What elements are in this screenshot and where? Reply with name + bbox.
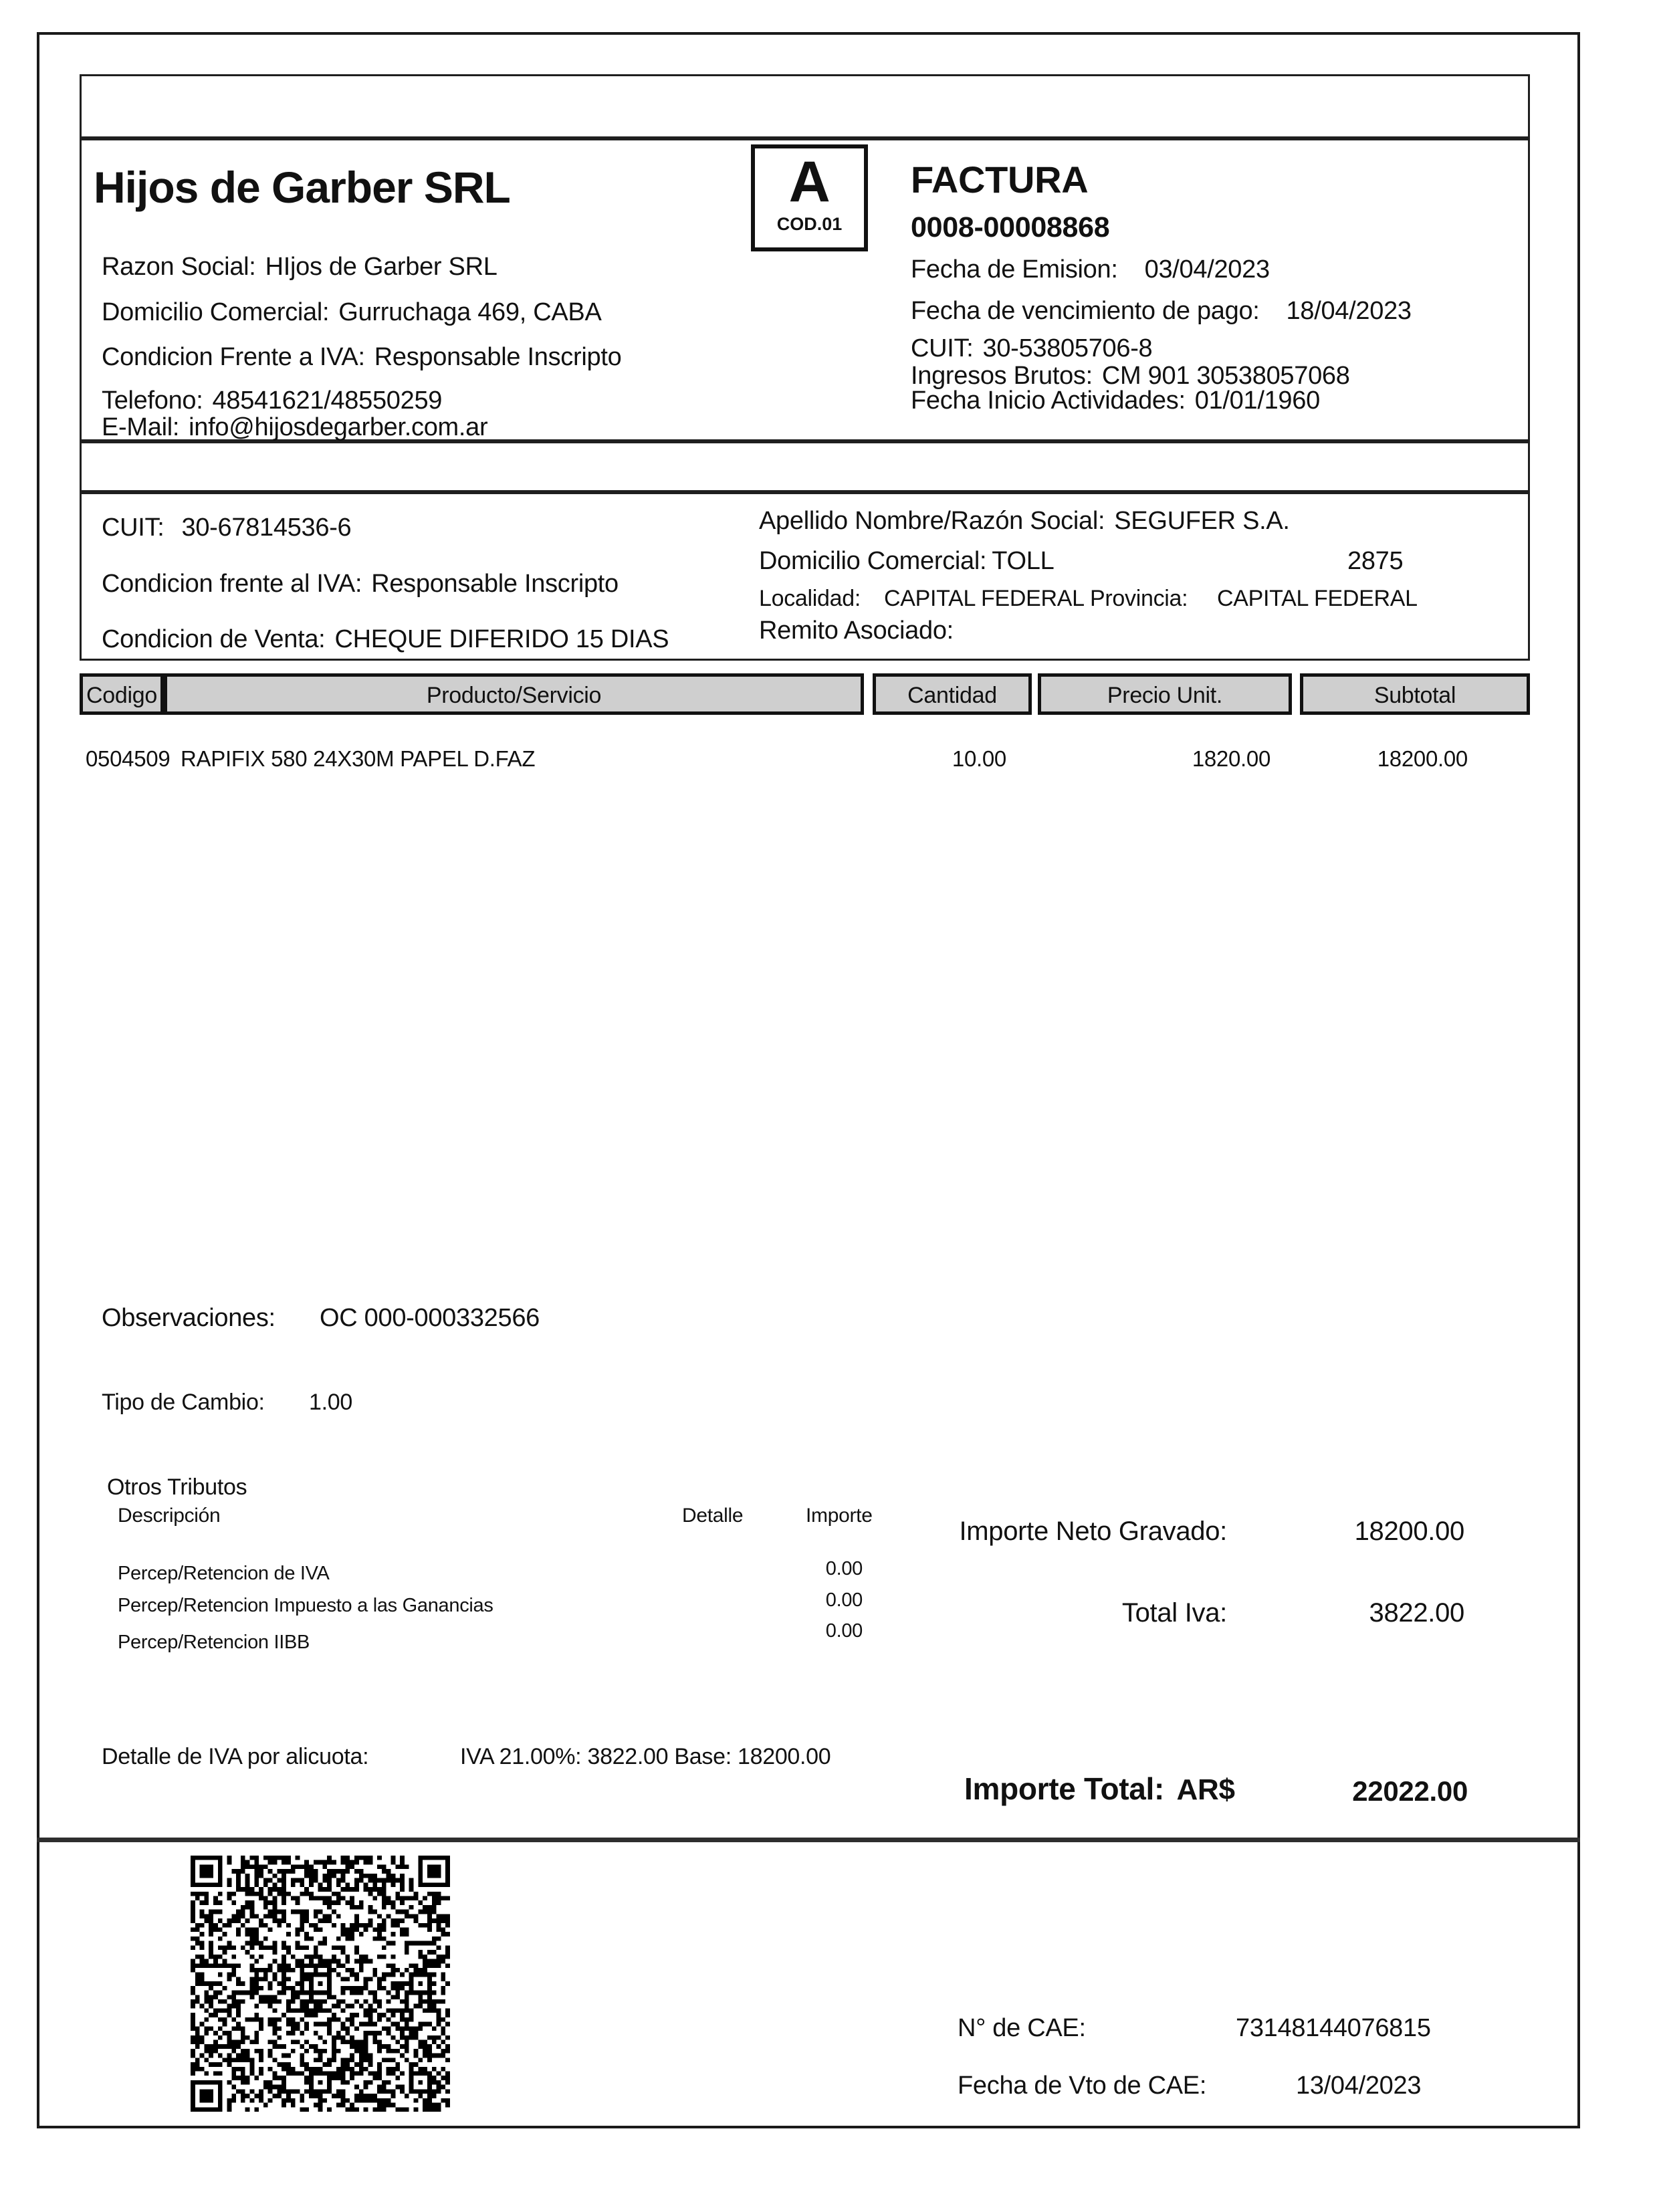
observaciones-value: OC 000-000332566 xyxy=(320,1304,540,1332)
tributos-col-descripcion: Descripción xyxy=(118,1505,221,1527)
customer-cuit-value: 30-67814536-6 xyxy=(181,514,352,542)
customer-name-value: SEGUFER S.A. xyxy=(1114,507,1290,535)
tributo-row-ganancias-importe: 0.00 xyxy=(825,1589,863,1611)
due-date-label: Fecha de vencimiento de pago: xyxy=(911,297,1260,325)
cae-label: N° de CAE: xyxy=(958,2014,1086,2042)
iva-detail-value: IVA 21.00%: 3822.00 Base: 18200.00 xyxy=(460,1744,831,1769)
cae-due-label: Fecha de Vto de CAE: xyxy=(958,2072,1207,2100)
invoice-type-code: COD.01 xyxy=(776,214,843,234)
importe-total-currency: AR$ xyxy=(1176,1773,1235,1806)
document-title: FACTURA xyxy=(911,158,1089,201)
importe-total-line xyxy=(964,1771,1235,1807)
col-header-producto: Producto/Servicio xyxy=(164,673,864,715)
seller-razon-social-value: HIjos de Garber SRL xyxy=(265,253,497,281)
col-header-cantidad: Cantidad xyxy=(873,673,1032,715)
invoice-number: 0008-00008868 xyxy=(911,211,1110,243)
customer-name-label: Apellido Nombre/Razón Social: xyxy=(759,507,1105,535)
otros-tributos-title: Otros Tributos xyxy=(107,1474,247,1500)
customer-iva-label: Condicion frente al IVA: xyxy=(102,570,362,598)
activity-start-label: Fecha Inicio Actividades: xyxy=(911,386,1186,415)
iva-detail-label: Detalle de IVA por alicuota: xyxy=(102,1744,369,1769)
total-iva-label: Total Iva: xyxy=(1121,1598,1227,1628)
col-header-precio-unit: Precio Unit. xyxy=(1038,673,1292,715)
emission-date-value: 03/04/2023 xyxy=(1144,255,1270,284)
remito-line xyxy=(759,617,963,645)
cae-due-value: 13/04/2023 xyxy=(1296,2072,1422,2100)
customer-name-line xyxy=(759,507,1290,536)
tributo-row-iva: Percep/Retencion de IVA xyxy=(118,1563,330,1584)
item-subtotal: 18200.00 xyxy=(1377,746,1468,771)
customer-address-number: 2875 xyxy=(1347,547,1404,575)
due-date-line xyxy=(911,297,1412,326)
customer-cuit-line xyxy=(102,514,351,542)
customer-cuit-label: CUIT: xyxy=(102,514,164,542)
tributo-row-iibb: Percep/Retencion IIBB xyxy=(118,1632,310,1653)
customer-iva-line xyxy=(102,570,619,598)
seller-email-value: info@hijosdegarber.com.ar xyxy=(189,413,488,441)
item-codigo: 0504509 xyxy=(86,746,171,771)
seller-iva-condition-value: Responsable Inscripto xyxy=(374,343,622,371)
item-cantidad: 10.00 xyxy=(952,746,1006,771)
item-precio-unit: 1820.00 xyxy=(1192,746,1270,771)
tributo-row-ganancias: Percep/Retencion Impuesto a las Ganancias xyxy=(118,1595,493,1616)
due-date-value: 18/04/2023 xyxy=(1286,297,1412,325)
tipo-cambio-value: 1.00 xyxy=(309,1390,352,1415)
seller-iibb-label: Ingresos Brutos: xyxy=(911,362,1093,390)
seller-address xyxy=(102,298,602,327)
activity-start-line xyxy=(911,386,1320,415)
sale-condition-value: CHEQUE DIFERIDO 15 DIAS xyxy=(334,625,669,653)
company-name: Hijos de Garber SRL xyxy=(94,162,510,212)
qr-code xyxy=(191,1856,450,2112)
seller-cuit-line xyxy=(911,334,1152,363)
item-producto: RAPIFIX 580 24X30M PAPEL D.FAZ xyxy=(181,746,536,771)
total-iva-value: 3822.00 xyxy=(1369,1598,1464,1628)
remito-label: Remito Asociado: xyxy=(759,617,954,645)
customer-address-label: Domicilio Comercial: xyxy=(759,547,987,575)
seller-iibb-value: CM 901 30538057068 xyxy=(1101,362,1350,390)
cae-value: 73148144076815 xyxy=(1236,2014,1431,2042)
tributos-col-detalle: Detalle xyxy=(682,1505,744,1527)
seller-phone xyxy=(102,386,442,415)
seller-razon-social xyxy=(102,253,497,282)
customer-localidad-label: Localidad: xyxy=(759,586,861,611)
observaciones-label: Observaciones: xyxy=(102,1304,275,1332)
emission-date-label: Fecha de Emision: xyxy=(911,255,1118,284)
seller-address-value: Gurruchaga 469, CABA xyxy=(338,298,602,326)
activity-start-value: 01/01/1960 xyxy=(1194,386,1320,415)
seller-iva-condition xyxy=(102,343,621,372)
sale-condition-line xyxy=(102,625,669,654)
customer-provincia-label: Provincia: xyxy=(1090,586,1188,611)
top-strip-box xyxy=(80,74,1530,138)
neto-gravado-value: 18200.00 xyxy=(1354,1517,1464,1546)
neto-gravado-label: Importe Neto Gravado: xyxy=(959,1517,1227,1546)
seller-phone-value: 48541621/48550259 xyxy=(212,386,443,415)
seller-cuit-value: 30-53805706-8 xyxy=(982,334,1153,362)
importe-total-label: Importe Total: xyxy=(964,1771,1165,1806)
customer-iva-value: Responsable Inscripto xyxy=(371,570,619,598)
tipo-cambio-label: Tipo de Cambio: xyxy=(102,1390,265,1415)
tributo-row-iibb-importe: 0.00 xyxy=(825,1620,863,1642)
seller-email xyxy=(102,413,487,442)
seller-razon-social-label: Razon Social: xyxy=(102,253,256,281)
emission-date-line xyxy=(911,255,1270,284)
importe-total-value: 22022.00 xyxy=(1352,1775,1468,1807)
footer-divider xyxy=(37,1838,1580,1842)
middle-strip-box xyxy=(80,441,1530,492)
customer-address-value: TOLL xyxy=(992,547,1055,575)
seller-phone-label: Telefono: xyxy=(102,386,203,415)
tributo-row-iva-importe: 0.00 xyxy=(825,1558,863,1579)
customer-address-line xyxy=(759,547,1054,576)
seller-iva-condition-label: Condicion Frente a IVA: xyxy=(102,343,365,371)
seller-cuit-label: CUIT: xyxy=(911,334,974,362)
invoice-type-letter: A xyxy=(788,150,831,214)
tributos-col-importe: Importe xyxy=(806,1505,873,1527)
seller-address-label: Domicilio Comercial: xyxy=(102,298,330,326)
col-header-subtotal: Subtotal xyxy=(1300,673,1530,715)
col-header-codigo: Codigo xyxy=(80,673,164,715)
sale-condition-label: Condicion de Venta: xyxy=(102,625,326,653)
seller-email-label: E-Mail: xyxy=(102,413,180,441)
customer-localidad-value: CAPITAL FEDERAL xyxy=(884,586,1085,611)
invoice-type-box xyxy=(751,144,868,251)
customer-provincia-value: CAPITAL FEDERAL xyxy=(1217,586,1418,611)
